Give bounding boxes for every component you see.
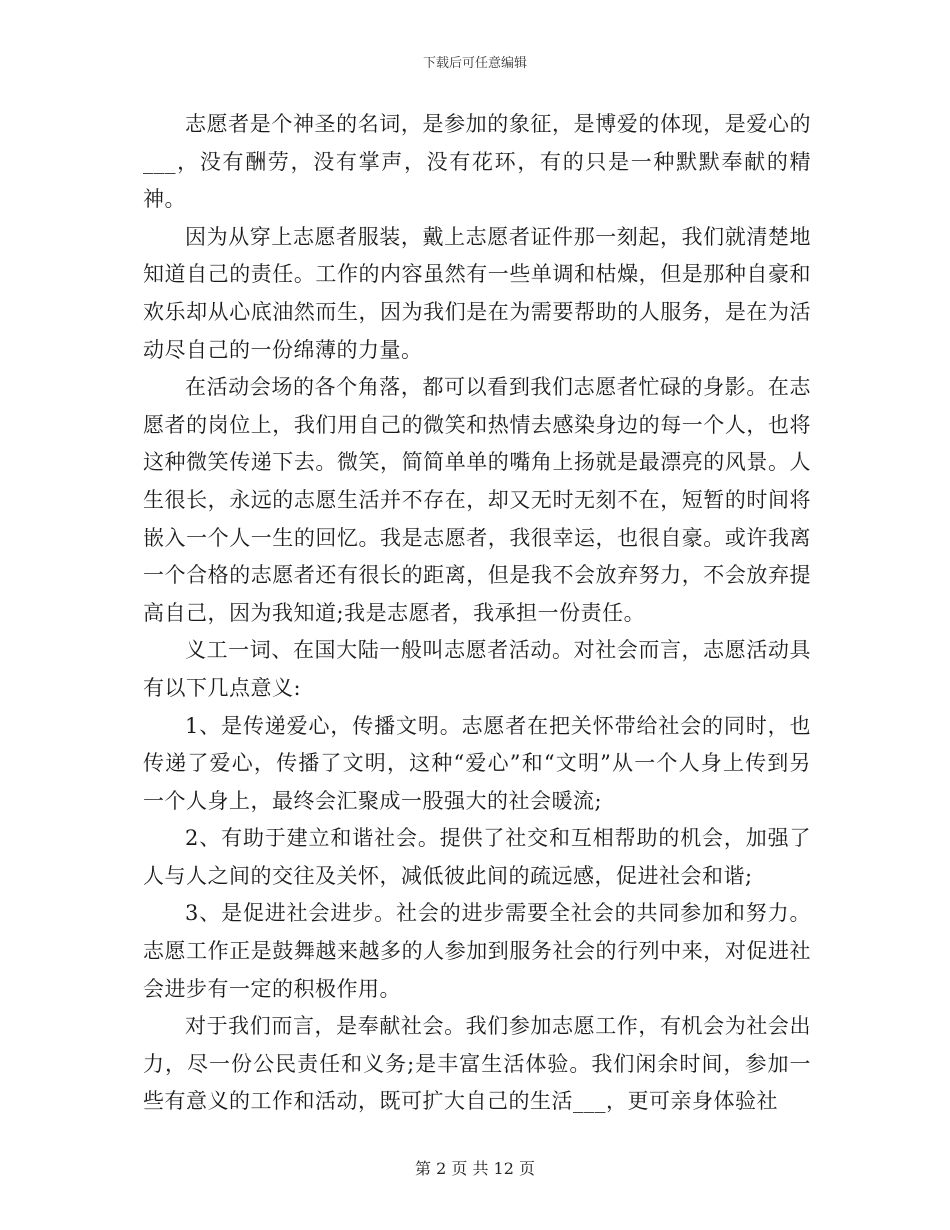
paragraph-3: 在活动会场的各个角落，都可以看到我们志愿者忙碌的身影。在志愿者的岗位上，我们用自己的微笑和热情去感染身边的每一个人，也将这种微笑传递下去。微笑，简简单单的嘴角上扬就是最漂亮的风景。人生很长，永远的志愿生活并不存在，却又无时无刻不在，短暂的时间将嵌入一个人一生的回忆。我是志愿者，我很幸运，也很自豪。或许我离一个合格的志愿者还有很长的距离，但是我不会放弃努力，不会放弃提高自己，因为我知道;我是志愿者，我承担一份责任。 <box>143 375 811 625</box>
paragraph-7: 3、是促进社会进步。社会的进步需要全社会的共同参加和努力。志愿工作正是鼓舞越来越多的人参加到服务社会的行列中来，对促进社会进步有一定的积极作用。 <box>143 901 811 1001</box>
paragraph-5: 1、是传递爱心，传播文明。志愿者在把关怀带给社会的同时，也传递了爱心，传播了文明，这种“爱心”和“文明”从一个人身上传到另一个人身上，最终会汇聚成一股强大的社会暖流; <box>143 713 811 813</box>
paragraph-8: 对于我们而言，是奉献社会。我们参加志愿工作，有机会为社会出力，尽一份公民责任和义务;是丰富生活体验。我们闲余时间，参加一些有意义的工作和活动，既可扩大自己的生活___，更可亲身体验社 <box>143 1014 811 1114</box>
page-number: 第 2 页 共 12 页 <box>415 1159 535 1178</box>
header-note: 下载后可任意编辑 <box>422 56 527 71</box>
paragraph-2: 因为从穿上志愿者服装，戴上志愿者证件那一刻起，我们就清楚地知道自己的责任。工作的内容虽然有一些单调和枯燥，但是那种自豪和欢乐却从心底油然而生，因为我们是在为需要帮助的人服务，是在为活动尽自己的一份绵薄的力量。 <box>143 224 811 362</box>
paragraph-4: 义工一词、在国大陆一般叫志愿者活动。对社会而言，志愿活动具有以下几点意义: <box>143 638 811 700</box>
document-body <box>143 106 811 1121</box>
paragraph-1: 志愿者是个神圣的名词，是参加的象征，是博爱的体现，是爱心的___，没有酬劳，没有掌声，没有花环，有的只是一种默默奉献的精神。 <box>143 112 811 212</box>
paragraph-6: 2、有助于建立和谐社会。提供了社交和互相帮助的机会，加强了人与人之间的交往及关怀，减低彼此间的疏远感，促进社会和谐; <box>143 826 811 888</box>
